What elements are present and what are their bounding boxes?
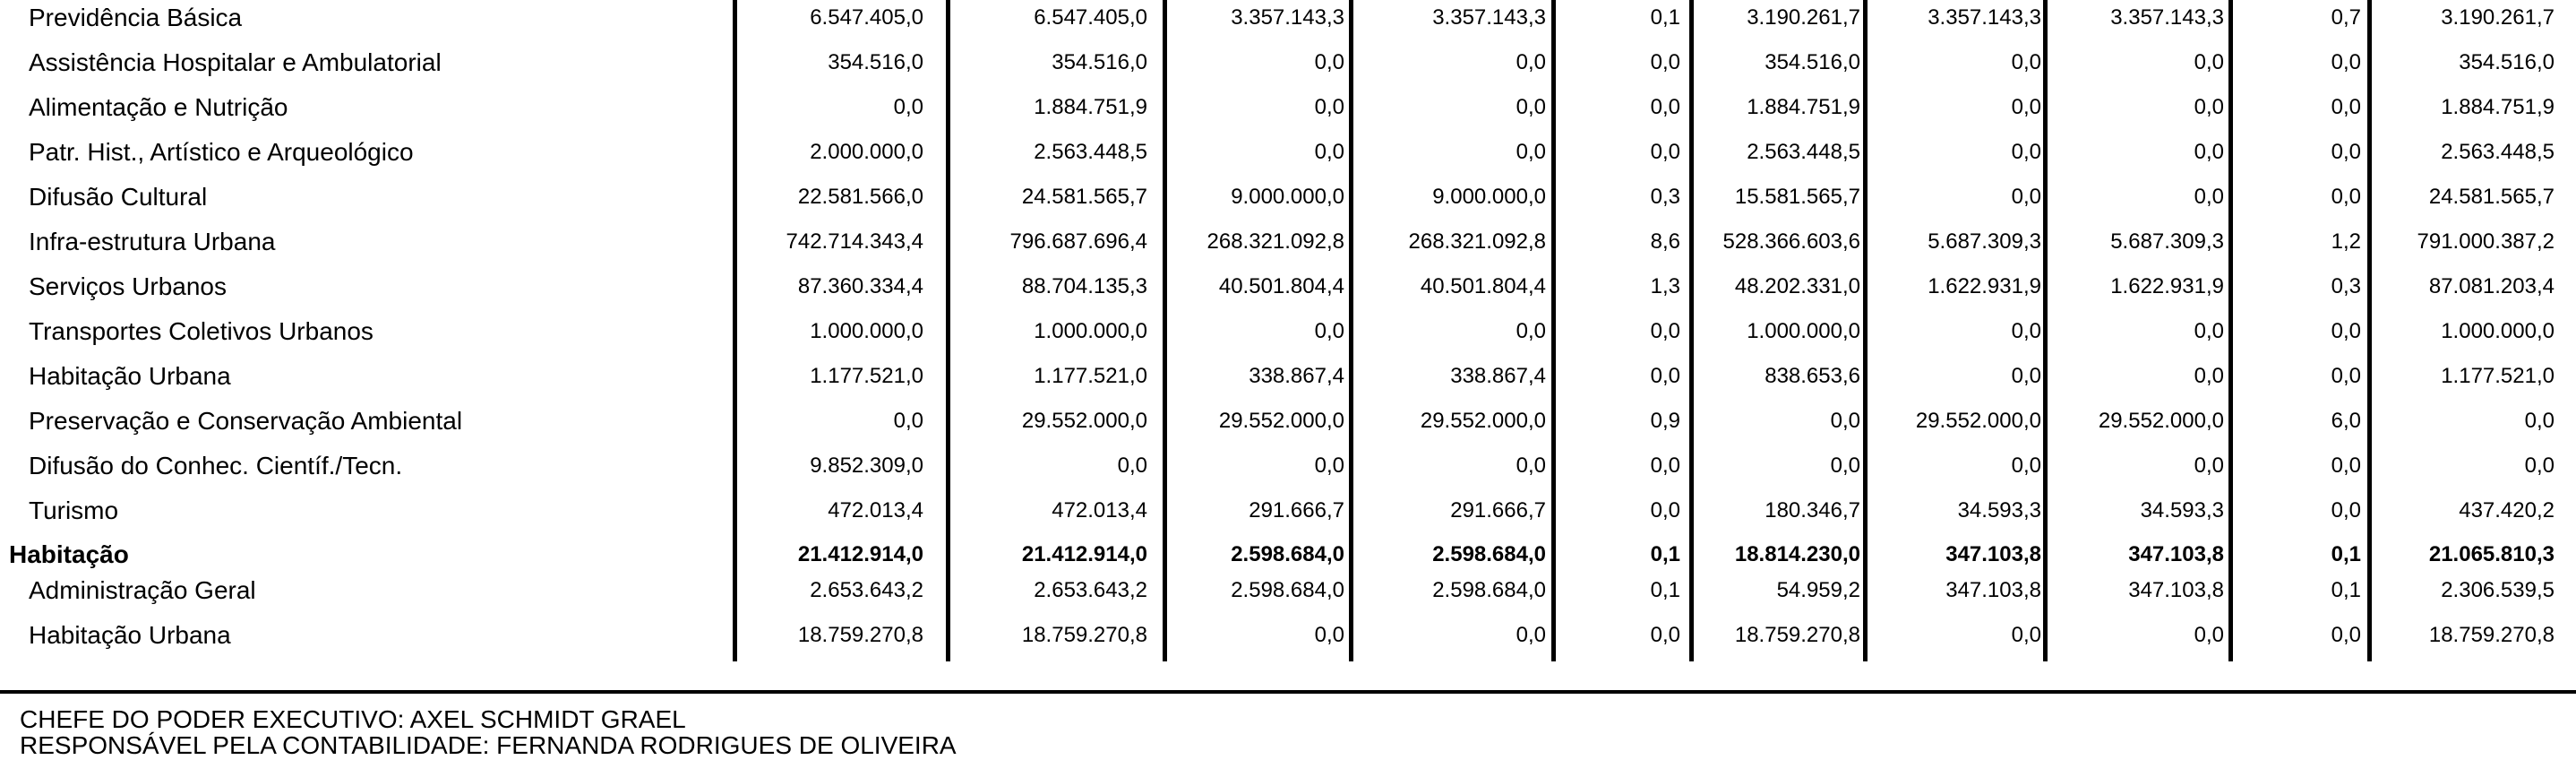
cell-col-1: 1.000.000,0 xyxy=(810,319,923,343)
cell-col-7: 0,0 xyxy=(2011,364,2041,388)
cell-col-3: 291.666,7 xyxy=(1249,498,1344,522)
cell-col-5: 0,0 xyxy=(1650,498,1680,522)
row-label: Administração Geral xyxy=(29,576,256,604)
cell-col-8: 0,0 xyxy=(2194,140,2224,164)
row-label: Infra-estrutura Urbana xyxy=(29,228,276,255)
cell-col-1: 2.653.643,2 xyxy=(810,578,923,602)
table-row xyxy=(0,220,2576,264)
cell-col-3: 0,0 xyxy=(1314,623,1344,647)
cell-col-7: 0,0 xyxy=(2011,185,2041,209)
cell-col-9: 0,0 xyxy=(2331,319,2361,343)
cell-col-5: 0,0 xyxy=(1650,453,1680,478)
column-divider xyxy=(2228,0,2233,661)
cell-col-8: 34.593,3 xyxy=(2140,498,2224,522)
cell-col-10: 21.065.810,3 xyxy=(2428,542,2555,566)
cell-col-4: 0,0 xyxy=(1516,50,1546,74)
cell-col-7: 5.687.309,3 xyxy=(1928,229,2041,254)
column-divider xyxy=(2043,0,2048,661)
cell-col-7: 0,0 xyxy=(2011,140,2041,164)
cell-col-4: 0,0 xyxy=(1516,140,1546,164)
cell-col-7: 347.103,8 xyxy=(1945,542,2041,566)
cell-col-8: 3.357.143,3 xyxy=(2110,5,2224,30)
row-label: Assistência Hospitalar e Ambulatorial xyxy=(29,48,442,76)
cell-col-1: 18.759.270,8 xyxy=(797,623,923,647)
footer-executive-chief: CHEFE DO PODER EXECUTIVO: AXEL SCHMIDT GRAEL xyxy=(20,705,686,733)
row-label: Preservação e Conservação Ambiental xyxy=(29,407,463,435)
cell-col-1: 87.360.334,4 xyxy=(797,274,923,298)
cell-col-9: 0,0 xyxy=(2331,498,2361,522)
cell-col-7: 1.622.931,9 xyxy=(1928,274,2041,298)
cell-col-10: 1.000.000,0 xyxy=(2441,319,2555,343)
table-row xyxy=(0,309,2576,354)
cell-col-3: 0,0 xyxy=(1314,453,1344,478)
cell-col-5: 0,3 xyxy=(1650,185,1680,209)
cell-col-8: 5.687.309,3 xyxy=(2110,229,2224,254)
cell-col-10: 0,0 xyxy=(2524,409,2555,433)
cell-col-7: 0,0 xyxy=(2011,623,2041,647)
table-row xyxy=(0,85,2576,130)
cell-col-4: 3.357.143,3 xyxy=(1432,5,1546,30)
cell-col-1: 2.000.000,0 xyxy=(810,140,923,164)
cell-col-1: 472.013,4 xyxy=(828,498,923,522)
cell-col-8: 347.103,8 xyxy=(2128,542,2224,566)
column-divider xyxy=(1163,0,1167,661)
cell-col-5: 0,1 xyxy=(1650,578,1680,602)
cell-col-4: 29.552.000,0 xyxy=(1420,409,1546,433)
cell-col-9: 0,0 xyxy=(2331,95,2361,119)
cell-col-4: 291.666,7 xyxy=(1450,498,1546,522)
cell-col-5: 0,9 xyxy=(1650,409,1680,433)
cell-col-7: 0,0 xyxy=(2011,319,2041,343)
cell-col-1: 742.714.343,4 xyxy=(786,229,923,254)
cell-col-2: 2.563.448,5 xyxy=(1034,140,1147,164)
cell-col-3: 268.321.092,8 xyxy=(1206,229,1344,254)
table-row xyxy=(0,488,2576,533)
row-label: Habitação Urbana xyxy=(29,621,231,649)
cell-col-6: 1.884.751,9 xyxy=(1747,95,1860,119)
cell-col-3: 0,0 xyxy=(1314,95,1344,119)
row-label: Habitação xyxy=(9,540,129,568)
cell-col-8: 29.552.000,0 xyxy=(2098,409,2224,433)
cell-col-7: 0,0 xyxy=(2011,50,2041,74)
cell-col-2: 18.759.270,8 xyxy=(1021,623,1147,647)
column-divider xyxy=(1689,0,1694,661)
cell-col-3: 2.598.684,0 xyxy=(1231,578,1344,602)
cell-col-9: 0,0 xyxy=(2331,623,2361,647)
cell-col-4: 0,0 xyxy=(1516,623,1546,647)
table-row xyxy=(0,175,2576,220)
cell-col-6: 180.346,7 xyxy=(1765,498,1860,522)
cell-col-9: 1,2 xyxy=(2331,229,2361,254)
cell-col-9: 0,1 xyxy=(2331,542,2361,566)
table-row xyxy=(0,130,2576,175)
cell-col-7: 0,0 xyxy=(2011,95,2041,119)
cell-col-10: 354.516,0 xyxy=(2459,50,2555,74)
column-divider xyxy=(2367,0,2372,661)
cell-col-5: 0,0 xyxy=(1650,319,1680,343)
cell-col-5: 0,0 xyxy=(1650,364,1680,388)
cell-col-6: 3.190.261,7 xyxy=(1747,5,1860,30)
cell-col-9: 0,0 xyxy=(2331,185,2361,209)
cell-col-7: 34.593,3 xyxy=(1957,498,2041,522)
column-divider xyxy=(1349,0,1353,661)
cell-col-10: 87.081.203,4 xyxy=(2428,274,2555,298)
cell-col-9: 0,7 xyxy=(2331,5,2361,30)
cell-col-10: 18.759.270,8 xyxy=(2428,623,2555,647)
cell-col-1: 9.852.309,0 xyxy=(810,453,923,478)
row-label: Turismo xyxy=(29,497,119,524)
cell-col-3: 29.552.000,0 xyxy=(1218,409,1344,433)
cell-col-2: 0,0 xyxy=(1117,453,1147,478)
cell-col-1: 21.412.914,0 xyxy=(797,542,923,566)
cell-col-10: 24.581.565,7 xyxy=(2428,185,2555,209)
cell-col-5: 0,0 xyxy=(1650,623,1680,647)
cell-col-8: 0,0 xyxy=(2194,185,2224,209)
row-label: Previdência Básica xyxy=(29,4,243,31)
table-row xyxy=(0,354,2576,399)
cell-col-6: 528.366.603,6 xyxy=(1722,229,1860,254)
table-row xyxy=(0,264,2576,309)
cell-col-6: 18.814.230,0 xyxy=(1734,542,1860,566)
cell-col-2: 24.581.565,7 xyxy=(1021,185,1147,209)
cell-col-9: 0,0 xyxy=(2331,50,2361,74)
cell-col-2: 6.547.405,0 xyxy=(1034,5,1147,30)
cell-col-4: 2.598.684,0 xyxy=(1432,542,1546,566)
row-label: Difusão Cultural xyxy=(29,183,208,211)
table-row xyxy=(0,0,2576,40)
row-label: Difusão do Conhec. Científ./Tecn. xyxy=(29,452,403,479)
cell-col-7: 3.357.143,3 xyxy=(1928,5,2041,30)
cell-col-8: 0,0 xyxy=(2194,50,2224,74)
cell-col-1: 354.516,0 xyxy=(828,50,923,74)
row-label: Serviços Urbanos xyxy=(29,272,227,300)
column-divider xyxy=(733,0,737,661)
cell-col-8: 0,0 xyxy=(2194,453,2224,478)
cell-col-1: 1.177.521,0 xyxy=(810,364,923,388)
row-label: Alimentação e Nutrição xyxy=(29,93,288,121)
cell-col-10: 2.563.448,5 xyxy=(2441,140,2555,164)
cell-col-1: 22.581.566,0 xyxy=(797,185,923,209)
cell-col-7: 347.103,8 xyxy=(1945,578,2041,602)
cell-col-1: 0,0 xyxy=(893,409,923,433)
cell-col-2: 354.516,0 xyxy=(1052,50,1147,74)
cell-col-2: 472.013,4 xyxy=(1052,498,1147,522)
cell-col-6: 2.563.448,5 xyxy=(1747,140,1860,164)
cell-col-4: 0,0 xyxy=(1516,95,1546,119)
cell-col-6: 0,0 xyxy=(1830,453,1860,478)
cell-col-5: 8,6 xyxy=(1650,229,1680,254)
table-row xyxy=(0,613,2576,658)
column-divider xyxy=(1863,0,1868,661)
cell-col-2: 796.687.696,4 xyxy=(1009,229,1147,254)
cell-col-3: 0,0 xyxy=(1314,140,1344,164)
cell-col-10: 1.177.521,0 xyxy=(2441,364,2555,388)
column-divider xyxy=(1551,0,1556,661)
footer-accountant: RESPONSÁVEL PELA CONTABILIDADE: FERNANDA RODRIGUES DE OLIVEIRA xyxy=(20,731,957,759)
cell-col-4: 0,0 xyxy=(1516,319,1546,343)
cell-col-4: 40.501.804,4 xyxy=(1420,274,1546,298)
cell-col-6: 0,0 xyxy=(1830,409,1860,433)
cell-col-5: 0,1 xyxy=(1650,5,1680,30)
cell-col-5: 0,0 xyxy=(1650,50,1680,74)
cell-col-5: 0,1 xyxy=(1650,542,1680,566)
cell-col-7: 29.552.000,0 xyxy=(1915,409,2041,433)
table-row xyxy=(0,444,2576,488)
cell-col-6: 15.581.565,7 xyxy=(1734,185,1860,209)
cell-col-8: 0,0 xyxy=(2194,623,2224,647)
cell-col-10: 791.000.387,2 xyxy=(2417,229,2555,254)
cell-col-4: 0,0 xyxy=(1516,453,1546,478)
table-bottom-rule xyxy=(0,690,2576,694)
cell-col-1: 0,0 xyxy=(893,95,923,119)
cell-col-9: 0,1 xyxy=(2331,578,2361,602)
cell-col-6: 18.759.270,8 xyxy=(1734,623,1860,647)
cell-col-10: 3.190.261,7 xyxy=(2441,5,2555,30)
cell-col-5: 1,3 xyxy=(1650,274,1680,298)
cell-col-6: 54.959,2 xyxy=(1776,578,1860,602)
cell-col-2: 1.177.521,0 xyxy=(1034,364,1147,388)
cell-col-4: 2.598.684,0 xyxy=(1432,578,1546,602)
cell-col-9: 6,0 xyxy=(2331,409,2361,433)
cell-col-5: 0,0 xyxy=(1650,95,1680,119)
cell-col-6: 48.202.331,0 xyxy=(1734,274,1860,298)
cell-col-3: 338.867,4 xyxy=(1249,364,1344,388)
row-label: Patr. Hist., Artístico e Arqueológico xyxy=(29,138,414,166)
row-label: Habitação Urbana xyxy=(29,362,231,390)
column-divider xyxy=(946,0,950,661)
cell-col-6: 1.000.000,0 xyxy=(1747,319,1860,343)
cell-col-9: 0,3 xyxy=(2331,274,2361,298)
cell-col-3: 40.501.804,4 xyxy=(1218,274,1344,298)
cell-col-4: 9.000.000,0 xyxy=(1432,185,1546,209)
cell-col-10: 1.884.751,9 xyxy=(2441,95,2555,119)
cell-col-10: 437.420,2 xyxy=(2459,498,2555,522)
cell-col-4: 338.867,4 xyxy=(1450,364,1546,388)
cell-col-2: 1.000.000,0 xyxy=(1034,319,1147,343)
cell-col-1: 6.547.405,0 xyxy=(810,5,923,30)
row-label: Transportes Coletivos Urbanos xyxy=(29,317,374,345)
cell-col-3: 3.357.143,3 xyxy=(1231,5,1344,30)
table-row xyxy=(0,40,2576,85)
cell-col-5: 0,0 xyxy=(1650,140,1680,164)
cell-col-2: 21.412.914,0 xyxy=(1021,542,1147,566)
cell-col-2: 88.704.135,3 xyxy=(1021,274,1147,298)
cell-col-3: 0,0 xyxy=(1314,319,1344,343)
cell-col-10: 0,0 xyxy=(2524,453,2555,478)
cell-col-3: 0,0 xyxy=(1314,50,1344,74)
cell-col-10: 2.306.539,5 xyxy=(2441,578,2555,602)
table-row xyxy=(0,568,2576,613)
cell-col-8: 0,0 xyxy=(2194,364,2224,388)
cell-col-3: 9.000.000,0 xyxy=(1231,185,1344,209)
cell-col-6: 838.653,6 xyxy=(1765,364,1860,388)
cell-col-2: 2.653.643,2 xyxy=(1034,578,1147,602)
cell-col-6: 354.516,0 xyxy=(1765,50,1860,74)
cell-col-9: 0,0 xyxy=(2331,364,2361,388)
cell-col-9: 0,0 xyxy=(2331,453,2361,478)
cell-col-7: 0,0 xyxy=(2011,453,2041,478)
cell-col-2: 1.884.751,9 xyxy=(1034,95,1147,119)
table-row xyxy=(0,399,2576,444)
cell-col-4: 268.321.092,8 xyxy=(1408,229,1546,254)
cell-col-8: 0,0 xyxy=(2194,95,2224,119)
cell-col-2: 29.552.000,0 xyxy=(1021,409,1147,433)
cell-col-8: 0,0 xyxy=(2194,319,2224,343)
cell-col-8: 1.622.931,9 xyxy=(2110,274,2224,298)
cell-col-9: 0,0 xyxy=(2331,140,2361,164)
cell-col-3: 2.598.684,0 xyxy=(1231,542,1344,566)
cell-col-8: 347.103,8 xyxy=(2128,578,2224,602)
